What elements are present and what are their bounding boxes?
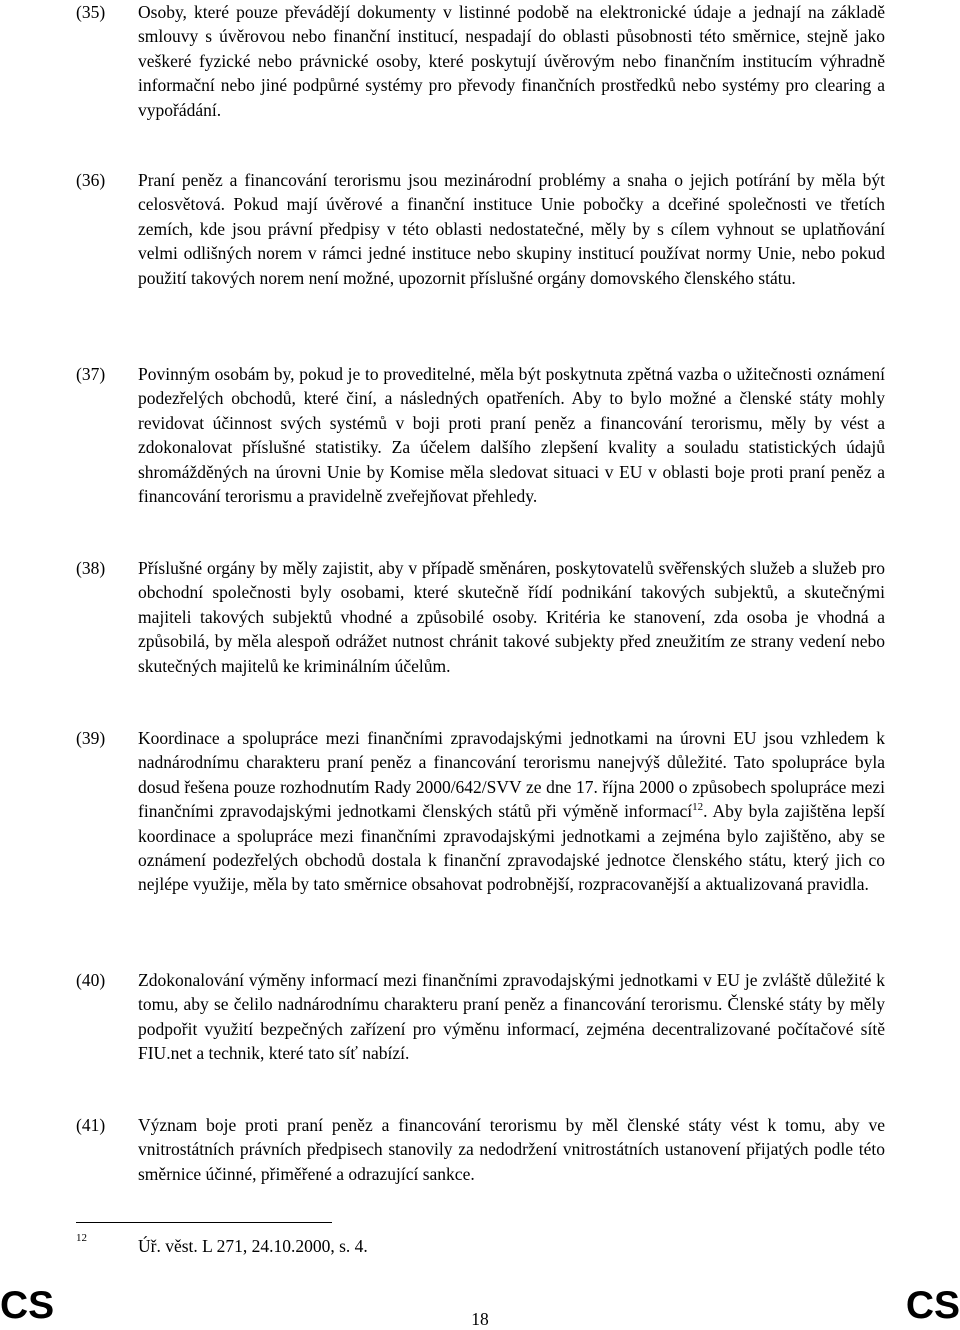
recital-text-part: Zdokonalování výměny informací mezi finančními zpravodajskými jednotkami v EU je zvláště důležité k tomu, aby se čelilo nadnárodnímu charakteru praní peněz a financování terorismu. Členské státy by měly podpořit využití bezpečných zařízení pro výměnu informací, zejména decentralizované počítačové sítě FIU.net a technik, které tato síť nabízí. xyxy=(138,970,885,1064)
recital-number: (35) xyxy=(76,2,106,22)
recital-text xyxy=(138,362,885,508)
footnote-separator xyxy=(76,1222,332,1223)
recital-text-part: Koordinace a spolupráce mezi finančními zpravodajskými jednotkami na úrovni EU jsou vzhledem k nadnárodnímu charakteru praní peněz a financování terorismu nanejvýš důležité. Tato spolupráce byla dosud řešena pouze rozhodnutím Rady 2000/642/SVV ze dne 17. října 2000 o způsobech spolupráce mezi finančními zpravodajskými jednotkami členských států při výměně informací xyxy=(138,728,885,822)
recital-text xyxy=(138,726,885,897)
language-code-right: CS xyxy=(905,1284,960,1327)
page-number: 18 xyxy=(471,1309,489,1329)
recital-text xyxy=(138,1113,885,1186)
recital-number: (41) xyxy=(76,1115,106,1135)
footnote-text: Úř. věst. L 271, 24.10.2000, s. 4. xyxy=(138,1236,368,1256)
recital-text-part: Příslušné orgány by měly zajistit, aby v případě směnáren, poskytovatelů svěřenských služeb a služeb pro obchodní společnosti byly osobami, které skutečně řídí podnikání takových subjektů, a skutečnými majiteli takových subjektů vhodné a způsobilé osoby. Kritéria ke stanovení, zda osoba je vhodná a způsobilá, by měla alespoň odrážet nutnost chránit takové subjekty před zneužitím ze strany vedení nebo skutečných majitelů ke kriminálním účelům. xyxy=(138,558,885,676)
footnote-reference[interactable]: 12 xyxy=(692,801,704,814)
recital-text xyxy=(138,968,885,1066)
language-code-left: CS xyxy=(0,1284,55,1327)
recital-number: (38) xyxy=(76,558,106,578)
recital-number: (36) xyxy=(76,170,106,190)
recital-text-part: . Aby byla zajištěna lepší koordinace a spolupráce mezi finančními zpravodajskými jednotkami a zejména bylo zajištěno, aby se oznámení podezřelých obchodů dostala k finanční zpravodajské jednotce členského státu, který jich co nejlépe využije, měla by tato směrnice obsahovat podrobnější, rozpracovanější a aktualizovaná pravidla. xyxy=(138,801,885,895)
recital-text-part: Osoby, které pouze převádějí dokumenty v listinné podobě na elektronické údaje a jednají na základě smlouvy s úvěrovou nebo finanční institucí, nespadají do oblasti působnosti této směrnice, stejně jako veškeré fyzické nebo právnické osoby, které poskytují úvěrovým nebo finančním institucím výhradně informační nebo jiné podpůrné systémy pro převody finančních prostředků nebo systémy pro clearing a vypořádání. xyxy=(138,2,885,120)
recital-number: (37) xyxy=(76,364,106,384)
recital-text-part: Praní peněz a financování terorismu jsou mezinárodní problémy a snaha o jejich potírání by měla být celosvětová. Pokud mají úvěrové a finanční instituce Unie pobočky a dceřiné společnosti ve třetích zemích, kde jsou právní předpisy v této oblasti nedostatečné, měly by s cílem vyhnout se uplatňování velmi odlišných norem v rámci jedné instituce nebo skupiny institucí používat normy Unie, nebo pokud použití takových norem není možné, upozornit příslušné orgány domovského členského státu. xyxy=(138,170,885,288)
recital-text-part: Význam boje proti praní peněz a financování terorismu by měl členské státy vést k tomu, aby ve vnitrostátních právních předpisech stanovily za nedodržení vnitrostátních ustanovení přijatých podle této směrnice účinné, přiměřené a odrazující sankce. xyxy=(138,1115,885,1184)
recital-text xyxy=(138,168,885,290)
footnote-number: 12 xyxy=(76,1232,87,1244)
recital-text xyxy=(138,0,885,122)
recital-text-part: Povinným osobám by, pokud je to proveditelné, měla být poskytnuta zpětná vazba o užitečnosti oznámení podezřelých obchodů, které činí, a následných opatřeních. Aby to bylo možné a členské státy mohly revidovat účinnost svých systémů v boji proti praní peněz a financování terorismu, měly by vést a zdokonalovat příslušné statistiky. Za účelem dalšího zlepšení kvality a souladu statistických údajů shromážděných na úrovni Unie by Komise měla sledovat situaci v EU v oblasti boje proti praní peněz a financování terorismu a pravidelně zveřejňovat přehledy. xyxy=(138,364,885,507)
recital-number: (39) xyxy=(76,728,106,748)
recital-text xyxy=(138,556,885,678)
recital-number: (40) xyxy=(76,970,106,990)
